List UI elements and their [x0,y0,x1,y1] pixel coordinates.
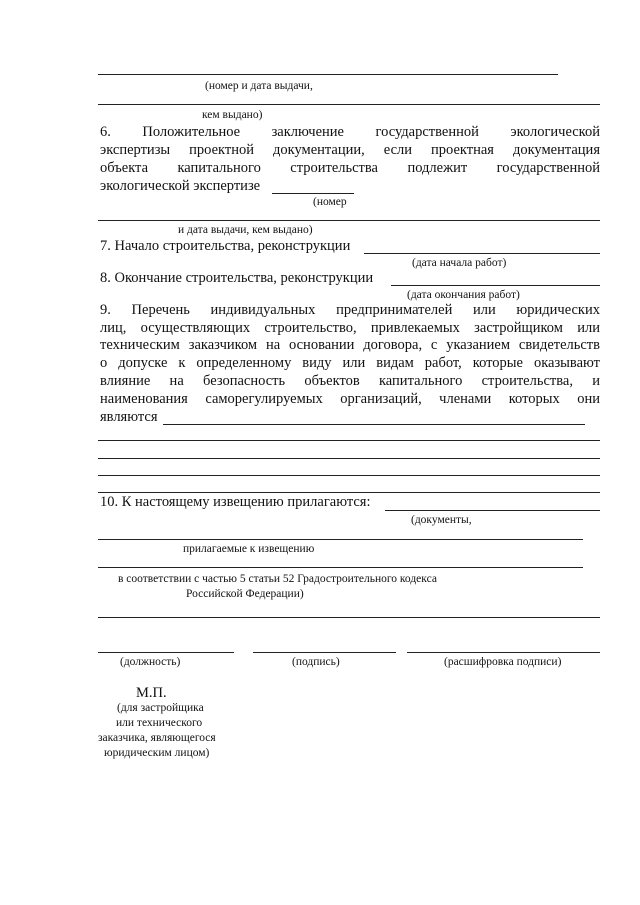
item7-input-line[interactable] [364,253,600,254]
item10-hint-federation: Российской Федерации) [186,588,304,600]
position-hint: (должность) [120,656,181,668]
item9-input-line[interactable] [98,475,600,476]
item6-hint-number: (номер [313,196,347,208]
item8-label: 8. Окончание строительства, реконструкции [100,270,374,286]
item6-line-3: объекта капитального строительства подлежит государственной [100,160,600,176]
position-line[interactable] [98,652,234,653]
item10-hint-attached: прилагаемые к извещению [183,543,315,555]
blank-line [98,539,583,540]
item9-line-6: наименования саморегулируемых организаций, членами которых они [100,391,600,407]
blank-line [98,74,558,75]
stamp-note-line: заказчика, являющегося [98,732,216,744]
item10-hint-documents: (документы, [411,514,472,526]
item9-line-7: являются [100,409,158,425]
blank-line [98,220,600,221]
item10-hint-article: в соответствии с частью 5 статьи 52 Градостроительного кодекса [118,573,437,585]
item9-input-line[interactable] [98,458,600,459]
item7-label: 7. Начало строительства, реконструкции [100,238,351,254]
blank-line [98,567,583,568]
stamp-note-line: (для застройщика [117,702,204,714]
item6-line-4: экологической экспертизе [100,178,261,194]
number-date-hint: (номер и дата выдачи, [205,80,313,92]
item6-hint-date: и дата выдачи, кем выдано) [178,224,313,236]
item9-input-line[interactable] [163,424,585,425]
stamp-note-line: юридическим лицом) [104,747,210,759]
item9-input-line[interactable] [98,440,600,441]
item10-input-line[interactable] [385,510,600,511]
blank-line [98,617,600,618]
item7-hint: (дата начала работ) [412,257,507,269]
decoding-hint: (расшифровка подписи) [444,656,562,668]
stamp-mp: М.П. [136,685,167,701]
item9-input-line[interactable] [98,492,600,493]
blank-line [98,104,600,105]
item8-hint: (дата окончания работ) [407,289,520,301]
item9-line-4: о допуске к определенному виду или видам работ, которые оказывают [100,355,600,371]
item9-line-1: 9. Перечень индивидуальных предпринимателей или юридических [100,302,600,318]
item8-input-line[interactable] [391,285,600,286]
stamp-note-line: или технического [116,717,203,729]
item9-line-2: лиц, осуществляющих строительство, привлекаемых застройщиком или [100,320,600,336]
item9-line-3: техническим заказчиком на основании договора, с указанием свидетельств [100,337,600,353]
signature-line[interactable] [253,652,396,653]
item6-line-1: 6. Положительное заключение государственной экологической [100,124,600,140]
issued-by-hint: кем выдано) [202,109,263,121]
item9-line-5: влияние на безопасность объектов капитального строительства, и [100,373,600,389]
signature-hint: (подпись) [292,656,340,668]
item10-label: 10. К настоящему извещению прилагаются: [100,494,371,510]
decoding-line[interactable] [407,652,600,653]
item6-line-2: экспертизы проектной документации, если проектная документация [100,142,600,158]
blank-line [272,193,354,194]
